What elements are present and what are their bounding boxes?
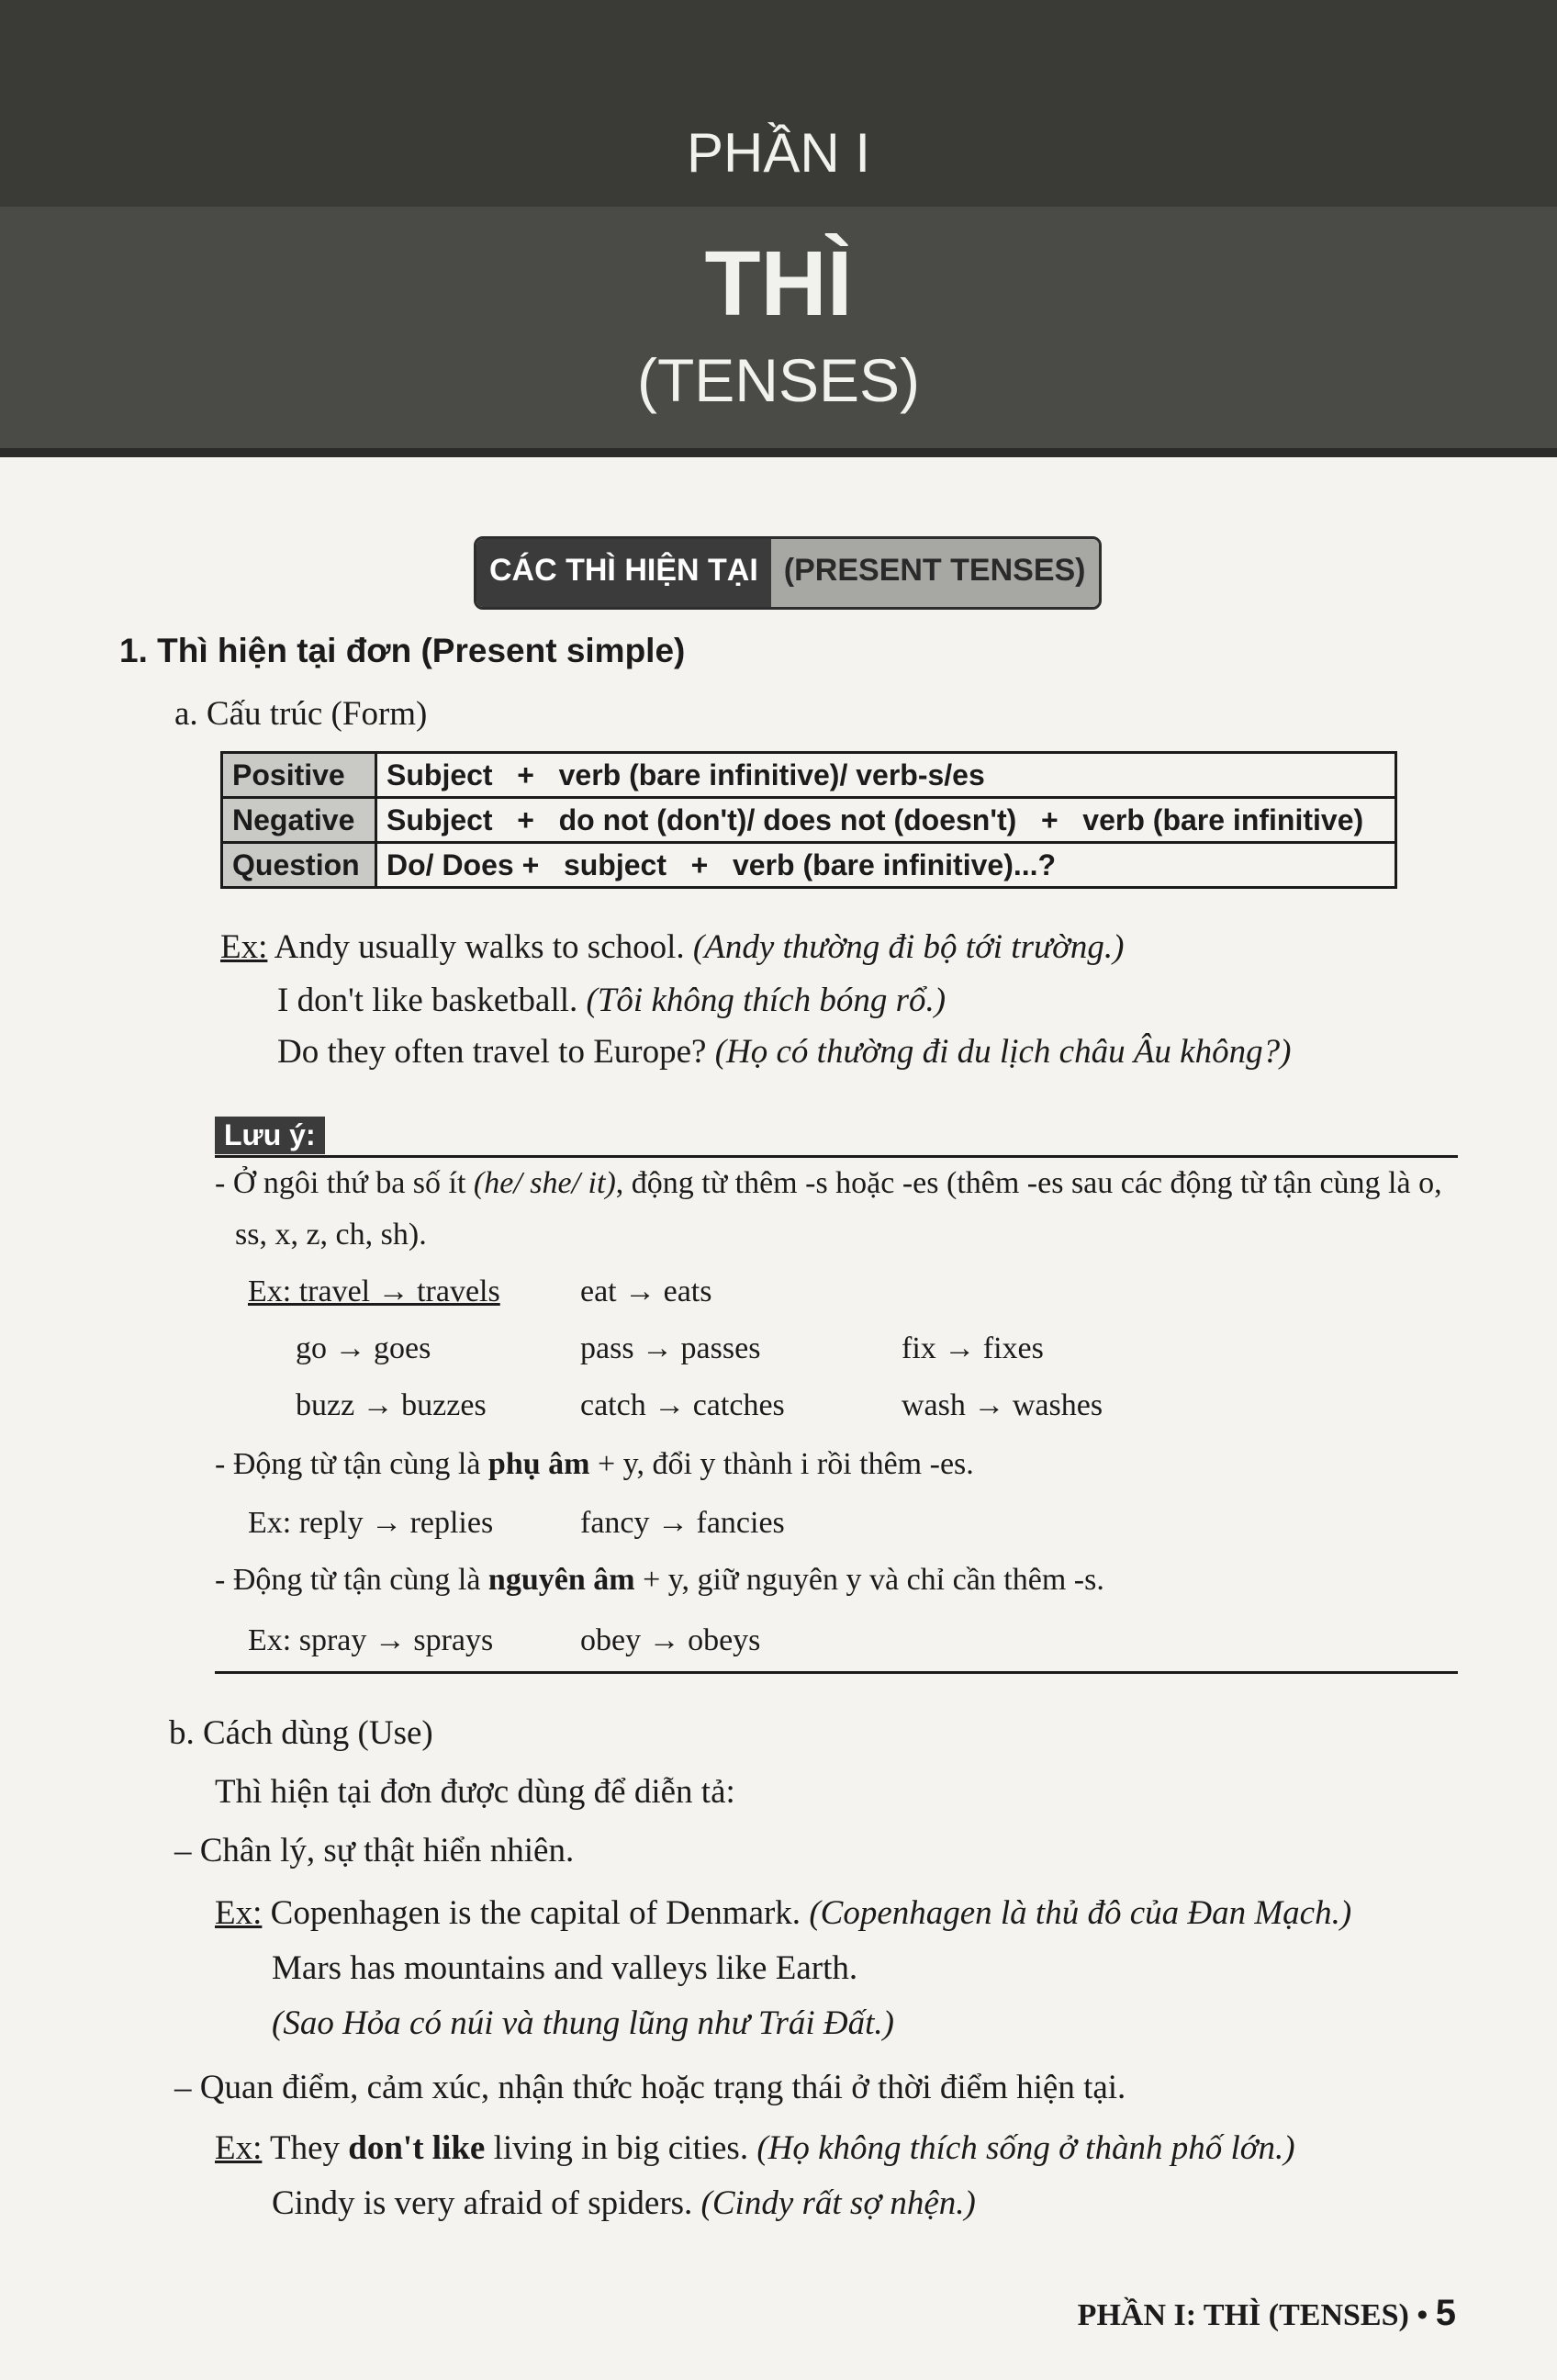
- rule-text: , động từ thêm -s hoặc -es (thêm -es sau các động từ tận cùng là o,: [615, 1166, 1442, 1200]
- ex-label: Ex:: [215, 2129, 263, 2167]
- note-rule-1: [215, 1166, 1442, 1201]
- example-vi: (Họ có thường đi du lịch châu Âu không?): [714, 1033, 1292, 1071]
- example-en: They: [269, 2129, 341, 2167]
- row-content: Do/ Does + subject + verb (bare infinitive)...?: [376, 843, 1396, 888]
- example-en: Copenhagen is the capital of Denmark.: [270, 1894, 801, 1932]
- note-rule-3: [215, 1563, 1104, 1598]
- example-line: [272, 2184, 976, 2223]
- example-vi: (Sao Hỏa có núi và thung lũng như Trái Đất.): [272, 2004, 894, 2042]
- example-line: [272, 2004, 894, 2043]
- note-label: Lưu ý:: [215, 1117, 325, 1154]
- row-content: Subject + do not (don't)/ does not (doesn't) + verb (bare infinitive): [376, 798, 1396, 843]
- example-en: Cindy is very afraid of spiders.: [272, 2184, 693, 2222]
- footer-text: PHẦN I: THÌ (TENSES) •: [1077, 2298, 1428, 2332]
- row-label: Question: [222, 843, 376, 888]
- badge-vietnamese: CÁC THÌ HIỆN TẠI: [476, 539, 771, 607]
- example-bold: don't like: [348, 2129, 486, 2167]
- row-label: Positive: [222, 753, 376, 798]
- ex-label: Ex:: [220, 928, 268, 966]
- rule-pronouns: (he/ she/ it): [473, 1166, 616, 1200]
- example-en: Andy usually walks to school.: [274, 928, 685, 966]
- note-example: pass → passes: [580, 1331, 761, 1365]
- rule-text: + y, giữ nguyên y và chỉ cần thêm -s.: [643, 1563, 1104, 1597]
- example-pair: Ex: travel → travels: [248, 1274, 500, 1308]
- rule-text: - Động từ tận cùng là: [215, 1563, 481, 1597]
- note-example: fix → fixes: [902, 1331, 1044, 1365]
- part-label: PHẦN I: [686, 122, 871, 184]
- example-vi: (Andy thường đi bộ tới trường.): [692, 928, 1125, 966]
- note-example: catch → catches: [580, 1388, 785, 1422]
- sub-heading-use: b. Cách dùng (Use): [169, 1714, 433, 1752]
- note-example: buzz → buzzes: [296, 1388, 487, 1422]
- example-vi: (Copenhagen là thủ đô của Đan Mạch.): [809, 1894, 1352, 1932]
- example-line: [277, 1032, 1291, 1072]
- example-en: living in big cities.: [493, 2129, 749, 2167]
- note-example: eat → eats: [580, 1274, 712, 1308]
- note-bottom-rule: [215, 1671, 1458, 1674]
- table-row: [222, 753, 1396, 798]
- ex-label: Ex:: [215, 1894, 263, 1932]
- note-top-rule: [215, 1155, 1458, 1158]
- note-example: go → goes: [296, 1331, 431, 1365]
- note-rule-1-cont: ss, x, z, ch, sh).: [235, 1218, 427, 1252]
- note-example: wash → washes: [902, 1388, 1103, 1422]
- page-footer: [1078, 2293, 1456, 2334]
- table-row: [222, 798, 1396, 843]
- use-item-1: – Chân lý, sự thật hiển nhiên.: [174, 1832, 575, 1869]
- chapter-subtitle: (TENSES): [636, 346, 921, 414]
- rule-text: - Ở ngôi thứ ba số ít: [215, 1166, 466, 1200]
- rule-text: + y, đổi y thành i rồi thêm -es.: [597, 1447, 974, 1481]
- section-badge: [474, 536, 1102, 610]
- note-rule-2: [215, 1447, 974, 1482]
- heading-present-simple: 1. Thì hiện tại đơn (Present simple): [119, 632, 686, 669]
- example-line: [220, 927, 1125, 967]
- example-vi: (Họ không thích sống ở thành phố lớn.): [756, 2129, 1295, 2167]
- rule-keyword: phụ âm: [487, 1447, 590, 1481]
- badge-english: (PRESENT TENSES): [771, 539, 1099, 607]
- example-line: [277, 981, 946, 1020]
- note-example: [248, 1274, 500, 1309]
- example-en: Do they often travel to Europe?: [277, 1033, 707, 1071]
- note-example: fancy → fancies: [580, 1506, 785, 1540]
- header-bottom-edge: [0, 448, 1557, 457]
- row-content: Subject + verb (bare infinitive)/ verb-s/es: [376, 753, 1396, 798]
- example-line: [215, 2128, 1295, 2168]
- rule-keyword: nguyên âm: [487, 1563, 635, 1597]
- example-vi: (Cindy rất sợ nhện.): [700, 2184, 976, 2222]
- example-line: [215, 1893, 1351, 1933]
- use-item-2: – Quan điểm, cảm xúc, nhận thức hoặc trạng thái ở thời điểm hiện tại.: [174, 2069, 1126, 2106]
- form-table: [220, 751, 1397, 889]
- sub-heading-form: a. Cấu trúc (Form): [174, 695, 428, 733]
- table-row: [222, 843, 1396, 888]
- note-example: Ex: spray → sprays: [248, 1623, 494, 1657]
- note-example: obey → obeys: [580, 1623, 761, 1657]
- chapter-title: THÌ: [704, 232, 853, 335]
- note-example: Ex: reply → replies: [248, 1506, 494, 1540]
- example-vi: (Tôi không thích bóng rổ.): [586, 982, 947, 1019]
- rule-text: - Động từ tận cùng là: [215, 1447, 481, 1481]
- page-number: 5: [1435, 2293, 1456, 2333]
- row-label: Negative: [222, 798, 376, 843]
- use-intro: Thì hiện tại đơn được dùng để diễn tả:: [215, 1773, 735, 1811]
- example-en: I don't like basketball.: [277, 982, 578, 1019]
- example-line: Mars has mountains and valleys like Earth.: [272, 1949, 858, 1987]
